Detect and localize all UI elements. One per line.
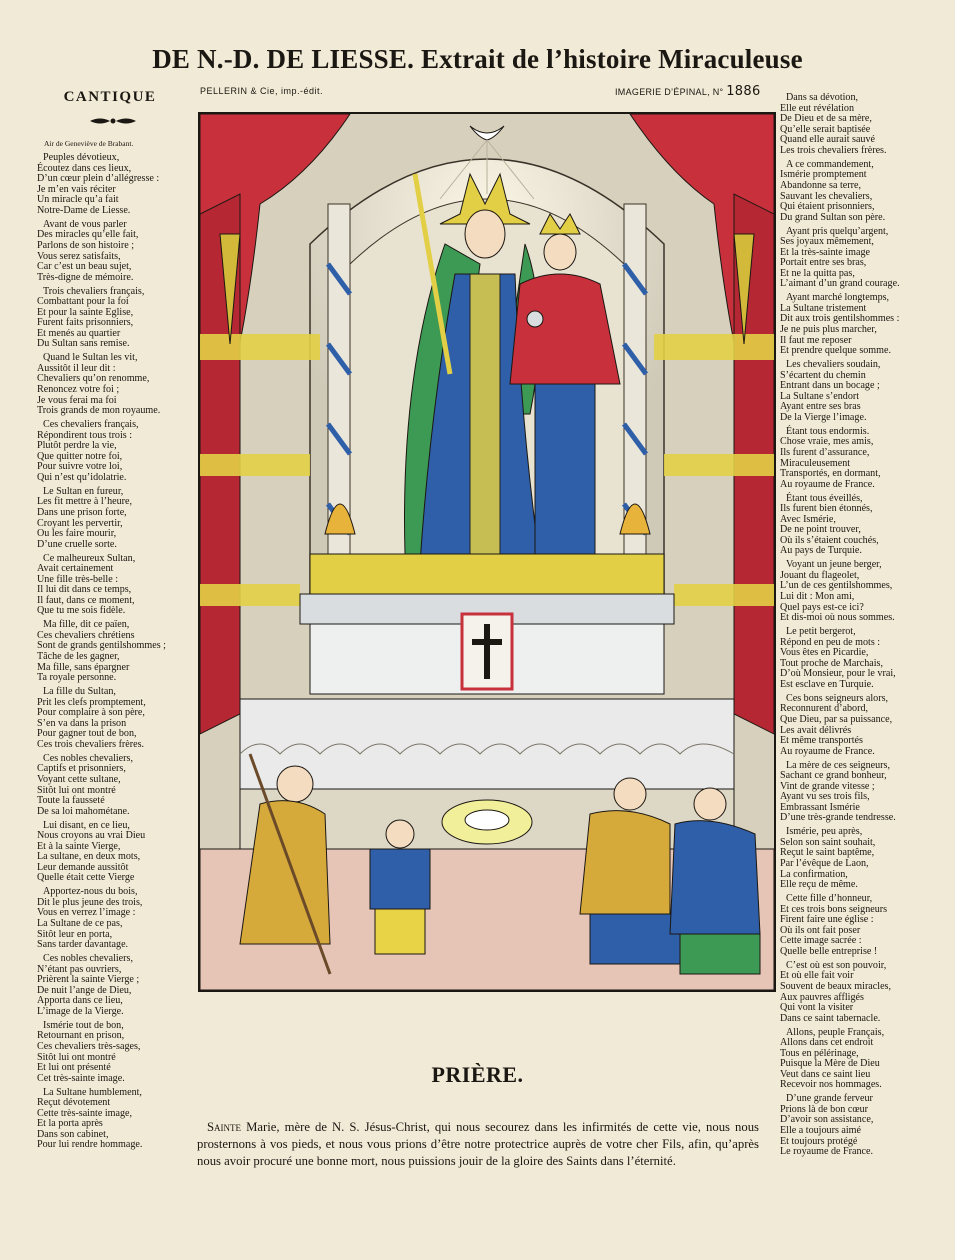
imprint-line: PELLERIN & Cie, imp.-édit. — [200, 86, 324, 96]
stanza — [37, 487, 197, 551]
verse-line: Le petit bergerot, — [786, 626, 856, 637]
verse-line: Retournant en prison, — [37, 1030, 125, 1042]
stanza — [37, 1088, 197, 1152]
cantique-heading: CANTIQUE — [63, 89, 157, 105]
verse-line: De la Vierge l’image. — [780, 411, 867, 423]
stanza — [780, 160, 952, 224]
stanza — [37, 821, 197, 885]
verse-line: Cette image sacrée : — [780, 935, 862, 947]
verse-line: La fille du Sultan, — [43, 686, 116, 697]
verse-line: Abandonne sa terre, — [780, 179, 861, 191]
verse-line: Étant tous éveillés, — [786, 492, 863, 504]
stanza — [37, 954, 197, 1018]
verse-line: A ce commandement, — [786, 158, 874, 170]
verse-line: Le royaume de France. — [780, 1146, 874, 1158]
verse-line: Les chevaliers soudain, — [786, 359, 881, 370]
verse-line: Et même transportés — [780, 735, 863, 747]
verse-line: Vous êtes en Picardie, — [780, 647, 869, 659]
verse-line: Miraculeusement — [780, 457, 851, 469]
page-title: DE N.-D. DE LIESSE. Extrait de l’histoire Miraculeuse — [152, 44, 803, 74]
verse-line: Voyant cette sultane, — [37, 773, 121, 785]
verse-line: Reçut le saint baptême, — [780, 847, 875, 859]
verse-line: Lui disant, en ce lieu, — [43, 819, 130, 831]
verse-line: Plutôt perdre la vie, — [37, 440, 117, 452]
verse-line: Vous en verrez l’image : — [37, 907, 136, 919]
verse-line: Écoutez dans ces lieux, — [37, 162, 132, 174]
verse-line: Quand elle aurait sauvé — [780, 134, 876, 146]
ornament-icon — [88, 116, 138, 126]
stanza — [37, 554, 197, 618]
verse-line: Au pays de Turquie. — [780, 545, 862, 557]
stanza — [37, 287, 197, 351]
verse-line: Ismérie promptement — [780, 169, 867, 181]
verse-line: L’aimant d’un grand courage. — [780, 278, 900, 290]
verse-line: Ces trois chevaliers frères. — [37, 738, 145, 750]
verse-line: Furent faits prisonniers, — [37, 317, 134, 329]
verse-line: Sitôt leur en porta, — [37, 928, 113, 940]
verse-line: Une fille très-belle : — [37, 573, 118, 585]
verse-line: Chevaliers qu’on renomme, — [37, 373, 150, 385]
verse-line: Ils furent bien étonnés, — [780, 503, 873, 515]
verse-line: S’écartent du chemin — [780, 369, 866, 381]
verse-line: Est esclave en Turquie. — [780, 678, 874, 690]
verse-line: Ses joyaux mêmement, — [780, 236, 874, 248]
verse-line: Et ne la quitta pas, — [780, 267, 855, 279]
air-note: Air de Geneviève de Brabant. — [44, 139, 134, 148]
verse-line: Tâche de les gagner, — [37, 651, 120, 663]
verse-line: Selon son saint souhait, — [780, 836, 876, 848]
verse-line: C’est où est son pouvoir, — [786, 959, 887, 971]
verse-line: Du Sultan sans remise. — [37, 338, 130, 350]
verse-line: Que quitter notre foi, — [37, 450, 123, 462]
stanza — [780, 427, 952, 491]
verse-line: S’en va dans la prison — [37, 717, 127, 729]
verse-line: Veut dans ce saint lieu — [780, 1068, 871, 1080]
verse-line: Elle eut révélation — [780, 102, 854, 114]
verse-line: Allons, peuple Français, — [786, 1026, 885, 1038]
stanza — [780, 293, 952, 357]
stanza — [37, 420, 197, 484]
verse-line: Et ces trois bons seigneurs — [780, 903, 888, 915]
verse-line: Lui dit : Mon ami, — [780, 591, 855, 603]
priere-paragraph — [197, 1119, 759, 1170]
stanza — [780, 1094, 952, 1158]
stanza — [780, 93, 952, 157]
stanza — [780, 761, 952, 825]
verse-line: Répond en peu de mots : — [780, 636, 881, 648]
verse-line: Où ils s’étaient couchés, — [780, 534, 879, 546]
verse-line: Du grand Sultan son père. — [780, 211, 886, 223]
verse-line: Au royaume de France. — [780, 478, 875, 490]
stanza — [37, 754, 197, 818]
verse-line: Tout proche de Marchais, — [780, 657, 883, 669]
verse-line: Dit aux trois gentilshommes : — [780, 313, 900, 325]
verse-line: D’un cœur plein d’allégresse : — [37, 173, 160, 185]
priere-title: PRIÈRE. — [431, 1062, 524, 1087]
verse-line: Sachant ce grand bonheur, — [780, 770, 887, 782]
verse-line: Où ils ont fait poser — [780, 924, 861, 936]
verse-line: De sa loi mahométane. — [37, 805, 130, 817]
verse-line: Quand le Sultan les vit, — [43, 352, 138, 364]
stanza — [780, 961, 952, 1025]
verse-line: D’avoir son assistance, — [780, 1114, 874, 1126]
verse-line: Prions là de bon cœur — [780, 1103, 869, 1115]
verse-line: D’une cruelle sorte. — [37, 538, 117, 550]
verse-line: Le Sultan en fureur, — [43, 485, 124, 497]
verse-line: Combattant pour la foi — [37, 296, 129, 308]
stanza — [780, 360, 952, 424]
verse-line: Et la très-sainte image — [780, 246, 870, 258]
verse-line: Elle a toujours aimé — [780, 1125, 862, 1137]
verse-line: Il faut, dans ce moment, — [37, 594, 135, 606]
verse-line: Sauvant les chevaliers, — [780, 190, 873, 202]
verse-line: Prièrent la sainte Vierge ; — [37, 974, 140, 986]
verse-line: La Sultane humblement, — [43, 1086, 142, 1098]
verse-line: Elle reçu de même. — [780, 879, 858, 891]
verse-line: N’étant pas ouvriers, — [37, 963, 122, 975]
verse-line: Ma fille, sans épargner — [37, 661, 130, 673]
verse-line: Les fit mettre à l’heure, — [37, 496, 133, 508]
cantique-right-column — [780, 93, 952, 1161]
verse-line: Et dis-moi où nous sommes. — [780, 612, 895, 624]
verse-line: Ou les faire mourir, — [37, 528, 117, 540]
verse-line: Parlons de son histoire ; — [37, 239, 135, 251]
verse-line: Sitôt lui ont montré — [37, 784, 116, 796]
verse-line: Ayant vu ses trois fils, — [780, 791, 870, 803]
stanza — [780, 627, 952, 691]
verse-line: La mère de ces seigneurs, — [786, 759, 890, 771]
verse-line: Ces nobles chevaliers, — [43, 953, 133, 964]
verse-line: L’image de la Vierge. — [37, 1005, 124, 1017]
stanza — [37, 153, 197, 217]
stanza — [780, 694, 952, 758]
verse-line: Firent faire une église : — [780, 914, 874, 926]
verse-line: La Sultane de ce pas, — [37, 918, 123, 930]
verse-line: Vous serez satisfaits, — [37, 250, 121, 262]
verse-line: Apportez-nous du bois, — [43, 886, 138, 898]
verse-line: La Sultane s’endort — [780, 390, 860, 402]
verse-line: Sont de grands gentilshommes ; — [37, 640, 166, 652]
verse-line: L’un de ces gentilshommes, — [780, 580, 893, 592]
verse-line: Vint de grande vitesse ; — [780, 780, 875, 792]
imagerie-label: IMAGERIE D’ÉPINAL, N° — [615, 87, 724, 97]
verse-line: Ismérie tout de bon, — [43, 1019, 124, 1031]
verse-line: Reçut dévotement — [37, 1097, 111, 1109]
verse-line: Ayant entre ses bras — [780, 401, 861, 413]
verse-line: Transportés, en dormant, — [780, 468, 881, 480]
verse-line: Ce malheureux Sultan, — [43, 552, 136, 564]
verse-line: Je ne puis plus marcher, — [780, 324, 877, 336]
verse-line: Ayant marché longtemps, — [786, 292, 890, 304]
verse-line: Répondirent tous trois : — [37, 429, 133, 441]
priere-lead: Sainte — [207, 1120, 242, 1134]
verse-line: Et pour la sainte Eglise, — [37, 306, 134, 318]
verse-line: Dans ce saint tabernacle. — [780, 1012, 881, 1024]
verse-line: Notre-Dame de Liesse. — [37, 204, 131, 216]
verse-line: Recevoir nos hommages. — [780, 1079, 882, 1091]
verse-line: Trois chevaliers français, — [43, 285, 145, 297]
verse-line: Peuples dévotieux, — [43, 152, 120, 163]
verse-line: Avec Ismérie, — [780, 513, 836, 525]
verse-line: Croyant les pervertir, — [37, 517, 123, 529]
verse-line: Puisque la Mère de Dieu — [780, 1058, 880, 1070]
verse-line: Ces chevaliers chrétiens — [37, 629, 135, 641]
stanza — [37, 687, 197, 751]
stanza — [37, 620, 197, 684]
cantique-left-column — [37, 153, 197, 1154]
verse-line: Cet très-sainte image. — [37, 1072, 125, 1084]
verse-line: Ismérie, peu après, — [786, 826, 863, 838]
verse-line: Allons dans cet endroit — [780, 1037, 874, 1049]
stanza — [37, 220, 197, 284]
verse-line: Qui vont la visiter — [780, 1002, 854, 1014]
verse-line: De Dieu et de sa mère, — [780, 113, 872, 125]
verse-line: Aux pauvres affligés — [780, 991, 864, 1003]
stanza — [37, 353, 197, 417]
verse-line: Que tu me sois fidèle. — [37, 605, 126, 617]
imagerie-number: 1886 — [726, 84, 761, 99]
verse-line: Voyant un jeune berger, — [786, 559, 882, 571]
verse-line: Par l’évêque de Laon, — [780, 858, 869, 870]
verse-line: Sitôt lui ont montré — [37, 1051, 116, 1063]
verse-line: Ayant pris quelqu’argent, — [786, 225, 889, 237]
verse-line: Entrant dans un bocage ; — [780, 380, 880, 392]
verse-line: Dans son cabinet, — [37, 1128, 109, 1140]
imagerie-line — [615, 84, 761, 99]
verse-line: Dans sa dévotion, — [786, 92, 859, 103]
altar-illustration — [198, 112, 776, 992]
verse-line: Embrassant Ismérie — [780, 801, 860, 813]
verse-line: Pour complaire à son père, — [37, 707, 145, 719]
verse-line: Que Dieu, par sa puissance, — [780, 713, 893, 725]
verse-line: De nuit l’ange de Dieu, — [37, 984, 132, 996]
verse-line: Je vous ferai ma foi — [37, 394, 117, 406]
verse-line: Renoncez votre foi ; — [37, 384, 120, 396]
verse-line: Qu’elle serait baptisée — [780, 123, 871, 135]
verse-line: Il lui dit dans ce temps, — [37, 584, 132, 596]
verse-line: Avait certainement — [37, 563, 114, 575]
verse-line: D’où Monsieur, pour le vrai, — [780, 668, 896, 680]
verse-line: Aussitôt il leur dit : — [37, 362, 116, 374]
verse-line: Dans une prison forte, — [37, 506, 127, 518]
verse-line: Chose vraie, mes amis, — [780, 436, 874, 448]
verse-line: Ils furent d’assurance, — [780, 446, 870, 458]
stanza — [780, 560, 952, 624]
verse-line: Un miracle qu’a fait — [37, 194, 119, 206]
stanza — [37, 887, 197, 951]
verse-line: Captifs et prisonniers, — [37, 763, 126, 775]
verse-line: Au royaume de France. — [780, 745, 875, 757]
verse-line: Les avait délivrés — [780, 724, 852, 736]
verse-line: Dit le plus jeune des trois, — [37, 896, 143, 908]
verse-line: Et prendre quelque somme. — [780, 345, 891, 357]
verse-line: Quel pays est-ce ici? — [780, 601, 864, 613]
verse-line: Souvent de beaux miracles, — [780, 980, 891, 992]
verse-line: Pour gagner tout de bon, — [37, 728, 137, 740]
verse-line: Et où elle fait voir — [780, 970, 854, 982]
verse-line: Et lui ont présenté — [37, 1062, 111, 1074]
verse-line: Car c’est un beau sujet, — [37, 261, 132, 273]
verse-line: Qui étaient prisonniers, — [780, 201, 875, 213]
verse-line: Sans tarder davantage. — [37, 939, 129, 951]
verse-line: La confirmation, — [780, 868, 848, 880]
verse-line: Jouant du flageolet, — [780, 569, 860, 581]
verse-line: Ces chevaliers très-sages, — [37, 1040, 141, 1052]
verse-line: Et toujours protégé — [780, 1135, 858, 1147]
verse-line: Ma fille, dit ce païen, — [43, 619, 130, 631]
stanza — [780, 827, 952, 891]
verse-line: Je m’en vais réciter — [37, 183, 116, 195]
verse-line: Leur demande aussitôt — [37, 861, 129, 873]
verse-line: Portait entre ses bras, — [780, 257, 867, 269]
verse-line: Pour lui rendre hommage. — [37, 1139, 143, 1151]
verse-line: Et à la sainte Vierge, — [37, 840, 121, 852]
verse-line: Cette fille d’honneur, — [786, 893, 873, 904]
verse-line: Tous en pélérinage, — [780, 1047, 859, 1059]
verse-line: D’une grande ferveur — [786, 1093, 873, 1105]
verse-line: Ces chevaliers français, — [43, 419, 139, 430]
stanza — [780, 494, 952, 558]
verse-line: De ne point trouver, — [780, 524, 861, 536]
verse-line: Des miracles qu’elle fait, — [37, 229, 139, 241]
verse-line: Apporta dans ce lieu, — [37, 995, 123, 1007]
verse-line: Prit les clefs promptement, — [37, 696, 146, 708]
verse-line: Reconnurent d’abord, — [780, 703, 869, 715]
verse-line: Les trois chevaliers frères. — [780, 144, 887, 156]
verse-line: Trois grands de mon royaume. — [37, 405, 161, 417]
stanza — [780, 227, 952, 291]
verse-line: La sultane, en deux mots, — [37, 851, 141, 863]
verse-line: Cette très-sainte image, — [37, 1107, 133, 1119]
verse-line: Qui n’est qu’idolatrie. — [37, 471, 127, 483]
verse-line: La Sultane tristement — [780, 302, 867, 314]
verse-line: Avant de vous parler — [43, 218, 127, 230]
priere-body: Marie, mère de N. S. Jésus-Christ, qui nous secourez dans les infirmités de cette vie, nous nous prosternons à vos pieds, et nous vous prions d’être notre protectrice auprès de votre cher Fils, afin, qu’après nous avoir procuré une bonne mort, nous puissions jouir de la gloire des Saints dans l’éternité. — [197, 1120, 759, 1168]
verse-line: Et menés au quartier — [37, 327, 121, 339]
verse-line: Ces nobles chevaliers, — [43, 752, 133, 764]
verse-line: Toute la fausseté — [37, 795, 105, 807]
stanza — [780, 894, 952, 958]
verse-line: Il faut me reposer — [780, 334, 852, 346]
verse-line: Pour suivre votre loi, — [37, 461, 123, 473]
verse-line: Très-digne de mémoire. — [37, 271, 134, 283]
verse-line: D’une très-grande tendresse. — [780, 812, 896, 824]
verse-line: Quelle belle entreprise ! — [780, 945, 878, 957]
verse-line: Et la porta après — [37, 1118, 103, 1130]
verse-line: Ces bons seigneurs alors, — [786, 692, 889, 704]
verse-line: Nous croyons au vrai Dieu — [37, 830, 146, 842]
verse-line: Ta royale personne. — [37, 672, 117, 684]
verse-line: Étant tous endormis. — [786, 425, 870, 437]
verse-line: Quelle était cette Vierge — [37, 872, 135, 884]
